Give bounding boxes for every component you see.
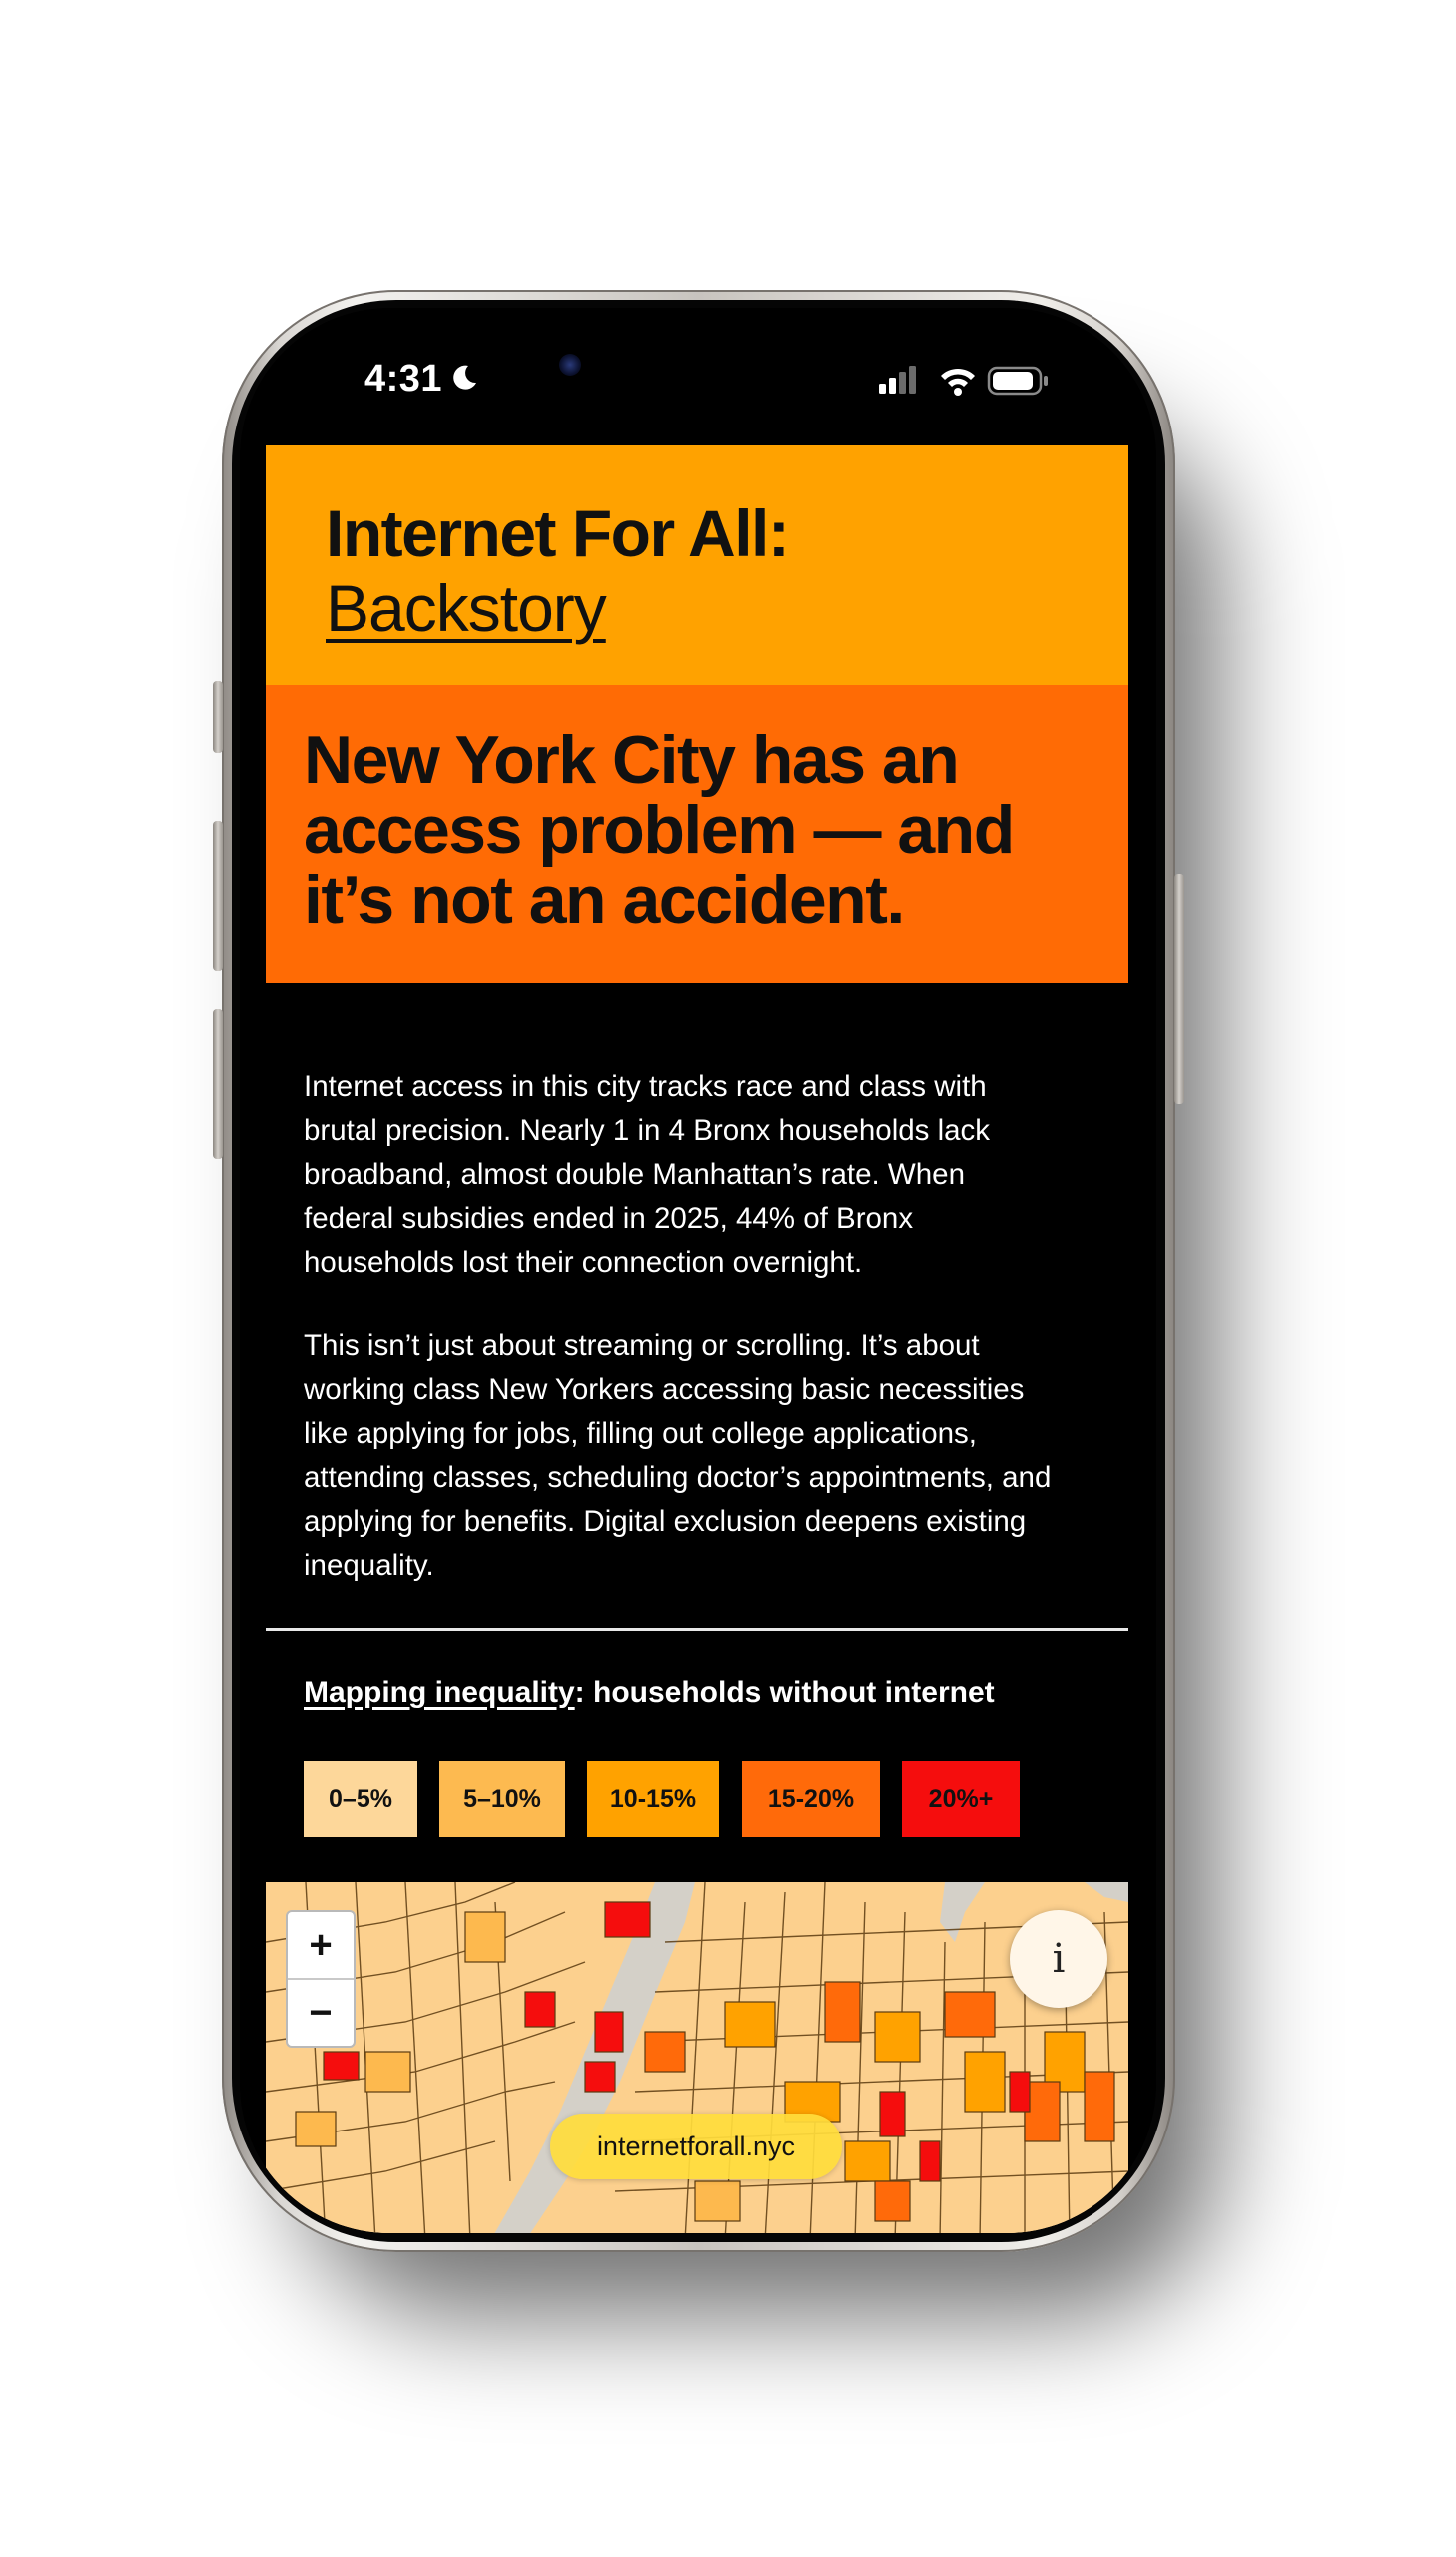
body-paragraph-1: Internet access in this city tracks race and class with brutal precision. Nearly 1 in 4 Bronx households lack broadband, almost double Manhattan’s rate. When federal subsidies ended in 2025, 44% of Bronx households lost their connection overnight. — [304, 1070, 991, 1278]
phone-screen — [240, 308, 1156, 2233]
zoom-in-button[interactable]: + — [288, 1912, 354, 1980]
choropleth-map[interactable] — [266, 1882, 1128, 2233]
legend-item-0-5: 0–5% — [304, 1761, 417, 1837]
legend-item-10-15: 10-15% — [587, 1761, 719, 1837]
url-bar[interactable]: internetforall.nyc — [550, 2114, 842, 2179]
section-divider — [266, 1628, 1128, 1631]
legend-item-15-20: 15-20% — [742, 1761, 880, 1837]
site-title: Internet For All: — [326, 496, 789, 570]
signal-icon — [879, 366, 916, 394]
power-button — [1174, 874, 1184, 1104]
status-icons — [879, 364, 1069, 398]
status-time: 4:31 — [364, 358, 443, 400]
zoom-out-button[interactable]: − — [309, 1990, 333, 2035]
site-header — [266, 445, 1128, 685]
map-heading-rest: : households without internet — [574, 1676, 995, 1709]
hero-banner — [266, 685, 1128, 983]
map-heading — [304, 1676, 995, 1710]
info-button[interactable]: i — [1010, 1910, 1107, 2008]
action-button — [213, 681, 223, 753]
dynamic-island — [649, 344, 745, 384]
backstory-link[interactable]: Backstory — [326, 571, 606, 645]
volume-up-button — [213, 821, 223, 971]
legend-item-5-10: 5–10% — [439, 1761, 565, 1837]
mapping-inequality-link[interactable]: Mapping inequality — [304, 1676, 575, 1709]
camera-icon — [559, 354, 581, 376]
body-paragraph-2: This isn’t just about streaming or scrolling. It’s about working class New Yorkers accessing basic necessities like applying for jobs, filling out college applications, attending classes, scheduling doctor’s appointments, and applying for benefits. Digital exclusion deepens existing inequality. — [304, 1329, 1052, 1582]
legend-item-20-plus: 20%+ — [902, 1761, 1020, 1837]
zoom-control — [286, 1910, 356, 2048]
moon-icon — [449, 363, 479, 393]
battery-icon — [989, 368, 1048, 394]
hero-headline: New York City has an access problem — and it’s not an accident. — [304, 722, 1014, 938]
map-tiles — [266, 1882, 1128, 2233]
volume-down-button — [213, 1009, 223, 1159]
wifi-icon — [941, 369, 975, 396]
